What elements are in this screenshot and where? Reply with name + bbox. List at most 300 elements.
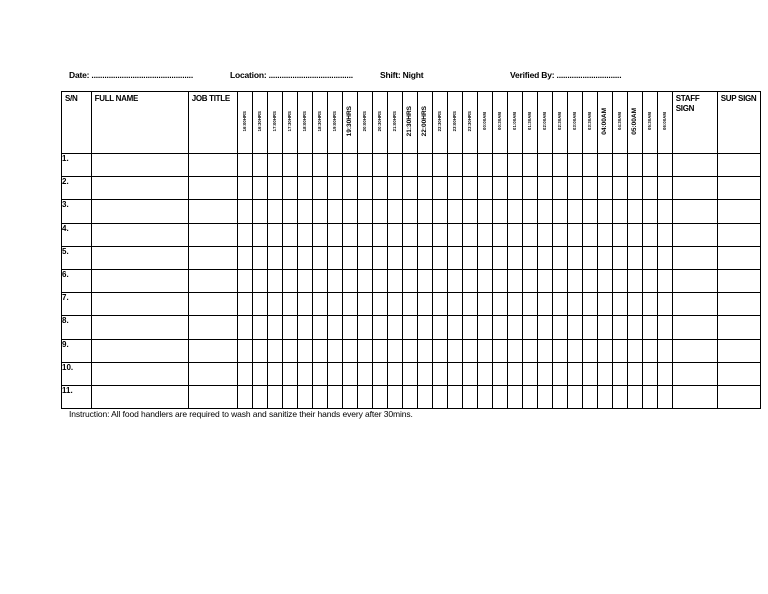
time-slot-cell[interactable]	[387, 339, 402, 362]
time-slot-cell[interactable]	[237, 246, 252, 269]
time-slot-cell[interactable]	[462, 293, 477, 316]
time-slot-cell[interactable]	[477, 385, 492, 408]
time-slot-cell[interactable]	[537, 200, 552, 223]
time-slot-cell[interactable]	[357, 154, 372, 177]
time-slot-cell[interactable]	[657, 154, 672, 177]
time-slot-cell[interactable]	[657, 269, 672, 292]
time-slot-cell[interactable]	[657, 293, 672, 316]
full-name-cell[interactable]	[91, 385, 188, 408]
time-slot-cell[interactable]	[237, 269, 252, 292]
sup-sign-cell[interactable]	[717, 269, 760, 292]
time-slot-cell[interactable]	[447, 293, 462, 316]
time-slot-cell[interactable]	[252, 177, 267, 200]
time-slot-cell[interactable]	[237, 293, 252, 316]
time-slot-cell[interactable]	[537, 339, 552, 362]
time-slot-cell[interactable]	[627, 293, 642, 316]
time-slot-cell[interactable]	[327, 200, 342, 223]
sup-sign-cell[interactable]	[717, 154, 760, 177]
time-slot-cell[interactable]	[417, 154, 432, 177]
time-slot-cell[interactable]	[447, 339, 462, 362]
full-name-cell[interactable]	[91, 154, 188, 177]
time-slot-cell[interactable]	[462, 177, 477, 200]
time-slot-cell[interactable]	[612, 154, 627, 177]
time-slot-cell[interactable]	[477, 223, 492, 246]
time-slot-cell[interactable]	[462, 316, 477, 339]
time-slot-cell[interactable]	[537, 385, 552, 408]
staff-sign-cell[interactable]	[672, 293, 717, 316]
time-slot-cell[interactable]	[447, 223, 462, 246]
time-slot-cell[interactable]	[567, 316, 582, 339]
time-slot-cell[interactable]	[432, 200, 447, 223]
time-slot-cell[interactable]	[627, 316, 642, 339]
time-slot-cell[interactable]	[612, 200, 627, 223]
time-slot-cell[interactable]	[282, 316, 297, 339]
time-slot-cell[interactable]	[447, 385, 462, 408]
sup-sign-cell[interactable]	[717, 293, 760, 316]
time-slot-cell[interactable]	[297, 200, 312, 223]
time-slot-cell[interactable]	[297, 362, 312, 385]
time-slot-cell[interactable]	[507, 293, 522, 316]
time-slot-cell[interactable]	[297, 293, 312, 316]
sup-sign-cell[interactable]	[717, 339, 760, 362]
location-field[interactable]: Location: .......................................	[230, 70, 353, 80]
time-slot-cell[interactable]	[402, 154, 417, 177]
time-slot-cell[interactable]	[387, 362, 402, 385]
time-slot-cell[interactable]	[312, 293, 327, 316]
time-slot-cell[interactable]	[552, 385, 567, 408]
time-slot-cell[interactable]	[642, 293, 657, 316]
job-title-cell[interactable]	[188, 293, 237, 316]
time-slot-cell[interactable]	[447, 362, 462, 385]
time-slot-cell[interactable]	[252, 269, 267, 292]
time-slot-cell[interactable]	[537, 246, 552, 269]
full-name-cell[interactable]	[91, 177, 188, 200]
time-slot-cell[interactable]	[387, 385, 402, 408]
time-slot-cell[interactable]	[537, 362, 552, 385]
time-slot-cell[interactable]	[402, 293, 417, 316]
time-slot-cell[interactable]	[267, 269, 282, 292]
full-name-cell[interactable]	[91, 339, 188, 362]
time-slot-cell[interactable]	[312, 269, 327, 292]
time-slot-cell[interactable]	[312, 223, 327, 246]
time-slot-cell[interactable]	[597, 316, 612, 339]
job-title-cell[interactable]	[188, 200, 237, 223]
time-slot-cell[interactable]	[342, 293, 357, 316]
time-slot-cell[interactable]	[252, 246, 267, 269]
time-slot-cell[interactable]	[357, 200, 372, 223]
time-slot-cell[interactable]	[312, 362, 327, 385]
time-slot-cell[interactable]	[282, 246, 297, 269]
time-slot-cell[interactable]	[402, 200, 417, 223]
time-slot-cell[interactable]	[282, 177, 297, 200]
time-slot-cell[interactable]	[657, 362, 672, 385]
time-slot-cell[interactable]	[522, 246, 537, 269]
time-slot-cell[interactable]	[552, 154, 567, 177]
time-slot-cell[interactable]	[552, 362, 567, 385]
sup-sign-cell[interactable]	[717, 362, 760, 385]
time-slot-cell[interactable]	[327, 269, 342, 292]
time-slot-cell[interactable]	[342, 200, 357, 223]
time-slot-cell[interactable]	[567, 177, 582, 200]
time-slot-cell[interactable]	[237, 177, 252, 200]
time-slot-cell[interactable]	[417, 316, 432, 339]
time-slot-cell[interactable]	[477, 154, 492, 177]
time-slot-cell[interactable]	[372, 293, 387, 316]
time-slot-cell[interactable]	[567, 154, 582, 177]
time-slot-cell[interactable]	[237, 362, 252, 385]
time-slot-cell[interactable]	[582, 223, 597, 246]
time-slot-cell[interactable]	[642, 200, 657, 223]
time-slot-cell[interactable]	[477, 246, 492, 269]
time-slot-cell[interactable]	[417, 269, 432, 292]
time-slot-cell[interactable]	[567, 293, 582, 316]
time-slot-cell[interactable]	[237, 385, 252, 408]
job-title-cell[interactable]	[188, 339, 237, 362]
time-slot-cell[interactable]	[642, 177, 657, 200]
time-slot-cell[interactable]	[642, 269, 657, 292]
time-slot-cell[interactable]	[567, 223, 582, 246]
time-slot-cell[interactable]	[432, 269, 447, 292]
time-slot-cell[interactable]	[627, 223, 642, 246]
time-slot-cell[interactable]	[267, 362, 282, 385]
time-slot-cell[interactable]	[642, 316, 657, 339]
sup-sign-cell[interactable]	[717, 200, 760, 223]
time-slot-cell[interactable]	[567, 385, 582, 408]
time-slot-cell[interactable]	[357, 362, 372, 385]
time-slot-cell[interactable]	[597, 223, 612, 246]
time-slot-cell[interactable]	[327, 362, 342, 385]
time-slot-cell[interactable]	[552, 269, 567, 292]
time-slot-cell[interactable]	[342, 316, 357, 339]
time-slot-cell[interactable]	[642, 223, 657, 246]
full-name-cell[interactable]	[91, 362, 188, 385]
time-slot-cell[interactable]	[477, 293, 492, 316]
staff-sign-cell[interactable]	[672, 362, 717, 385]
time-slot-cell[interactable]	[372, 177, 387, 200]
time-slot-cell[interactable]	[522, 177, 537, 200]
time-slot-cell[interactable]	[312, 246, 327, 269]
time-slot-cell[interactable]	[597, 385, 612, 408]
time-slot-cell[interactable]	[612, 269, 627, 292]
time-slot-cell[interactable]	[237, 154, 252, 177]
time-slot-cell[interactable]	[522, 362, 537, 385]
time-slot-cell[interactable]	[522, 200, 537, 223]
time-slot-cell[interactable]	[282, 385, 297, 408]
job-title-cell[interactable]	[188, 154, 237, 177]
time-slot-cell[interactable]	[582, 177, 597, 200]
time-slot-cell[interactable]	[342, 362, 357, 385]
time-slot-cell[interactable]	[552, 293, 567, 316]
time-slot-cell[interactable]	[492, 316, 507, 339]
time-slot-cell[interactable]	[582, 385, 597, 408]
time-slot-cell[interactable]	[492, 246, 507, 269]
time-slot-cell[interactable]	[537, 154, 552, 177]
time-slot-cell[interactable]	[357, 385, 372, 408]
time-slot-cell[interactable]	[462, 269, 477, 292]
staff-sign-cell[interactable]	[672, 200, 717, 223]
time-slot-cell[interactable]	[252, 316, 267, 339]
time-slot-cell[interactable]	[477, 362, 492, 385]
time-slot-cell[interactable]	[417, 362, 432, 385]
time-slot-cell[interactable]	[387, 269, 402, 292]
time-slot-cell[interactable]	[372, 200, 387, 223]
time-slot-cell[interactable]	[552, 200, 567, 223]
time-slot-cell[interactable]	[582, 293, 597, 316]
time-slot-cell[interactable]	[387, 177, 402, 200]
time-slot-cell[interactable]	[267, 200, 282, 223]
time-slot-cell[interactable]	[417, 200, 432, 223]
time-slot-cell[interactable]	[567, 246, 582, 269]
staff-sign-cell[interactable]	[672, 246, 717, 269]
time-slot-cell[interactable]	[597, 293, 612, 316]
time-slot-cell[interactable]	[507, 200, 522, 223]
staff-sign-cell[interactable]	[672, 339, 717, 362]
time-slot-cell[interactable]	[522, 316, 537, 339]
time-slot-cell[interactable]	[252, 293, 267, 316]
time-slot-cell[interactable]	[252, 200, 267, 223]
full-name-cell[interactable]	[91, 200, 188, 223]
job-title-cell[interactable]	[188, 246, 237, 269]
time-slot-cell[interactable]	[432, 385, 447, 408]
sup-sign-cell[interactable]	[717, 177, 760, 200]
time-slot-cell[interactable]	[522, 339, 537, 362]
date-field[interactable]: Date: ...............................................	[69, 70, 194, 80]
time-slot-cell[interactable]	[342, 269, 357, 292]
time-slot-cell[interactable]	[372, 316, 387, 339]
time-slot-cell[interactable]	[267, 177, 282, 200]
time-slot-cell[interactable]	[492, 385, 507, 408]
time-slot-cell[interactable]	[342, 339, 357, 362]
time-slot-cell[interactable]	[612, 177, 627, 200]
time-slot-cell[interactable]	[327, 154, 342, 177]
time-slot-cell[interactable]	[492, 362, 507, 385]
time-slot-cell[interactable]	[447, 316, 462, 339]
time-slot-cell[interactable]	[582, 362, 597, 385]
time-slot-cell[interactable]	[417, 385, 432, 408]
time-slot-cell[interactable]	[627, 269, 642, 292]
time-slot-cell[interactable]	[627, 200, 642, 223]
time-slot-cell[interactable]	[447, 246, 462, 269]
time-slot-cell[interactable]	[252, 339, 267, 362]
time-slot-cell[interactable]	[357, 246, 372, 269]
time-slot-cell[interactable]	[597, 339, 612, 362]
time-slot-cell[interactable]	[642, 385, 657, 408]
time-slot-cell[interactable]	[507, 154, 522, 177]
time-slot-cell[interactable]	[522, 269, 537, 292]
staff-sign-cell[interactable]	[672, 223, 717, 246]
time-slot-cell[interactable]	[597, 269, 612, 292]
time-slot-cell[interactable]	[657, 339, 672, 362]
time-slot-cell[interactable]	[282, 269, 297, 292]
time-slot-cell[interactable]	[657, 316, 672, 339]
time-slot-cell[interactable]	[552, 177, 567, 200]
time-slot-cell[interactable]	[267, 223, 282, 246]
time-slot-cell[interactable]	[642, 154, 657, 177]
time-slot-cell[interactable]	[402, 269, 417, 292]
time-slot-cell[interactable]	[297, 177, 312, 200]
time-slot-cell[interactable]	[402, 316, 417, 339]
full-name-cell[interactable]	[91, 246, 188, 269]
time-slot-cell[interactable]	[597, 246, 612, 269]
staff-sign-cell[interactable]	[672, 177, 717, 200]
staff-sign-cell[interactable]	[672, 269, 717, 292]
time-slot-cell[interactable]	[357, 316, 372, 339]
time-slot-cell[interactable]	[267, 154, 282, 177]
time-slot-cell[interactable]	[402, 177, 417, 200]
time-slot-cell[interactable]	[327, 293, 342, 316]
time-slot-cell[interactable]	[657, 385, 672, 408]
time-slot-cell[interactable]	[462, 362, 477, 385]
time-slot-cell[interactable]	[582, 246, 597, 269]
time-slot-cell[interactable]	[492, 177, 507, 200]
time-slot-cell[interactable]	[312, 200, 327, 223]
time-slot-cell[interactable]	[312, 385, 327, 408]
full-name-cell[interactable]	[91, 269, 188, 292]
time-slot-cell[interactable]	[432, 293, 447, 316]
time-slot-cell[interactable]	[237, 200, 252, 223]
time-slot-cell[interactable]	[627, 385, 642, 408]
time-slot-cell[interactable]	[612, 362, 627, 385]
time-slot-cell[interactable]	[552, 223, 567, 246]
time-slot-cell[interactable]	[537, 293, 552, 316]
time-slot-cell[interactable]	[612, 223, 627, 246]
time-slot-cell[interactable]	[432, 223, 447, 246]
time-slot-cell[interactable]	[252, 385, 267, 408]
time-slot-cell[interactable]	[297, 385, 312, 408]
time-slot-cell[interactable]	[402, 385, 417, 408]
verified-by-field[interactable]: Verified By: ..............................	[510, 70, 622, 80]
time-slot-cell[interactable]	[432, 154, 447, 177]
time-slot-cell[interactable]	[267, 339, 282, 362]
time-slot-cell[interactable]	[372, 223, 387, 246]
time-slot-cell[interactable]	[447, 200, 462, 223]
time-slot-cell[interactable]	[237, 223, 252, 246]
time-slot-cell[interactable]	[432, 316, 447, 339]
time-slot-cell[interactable]	[312, 177, 327, 200]
time-slot-cell[interactable]	[567, 200, 582, 223]
time-slot-cell[interactable]	[297, 223, 312, 246]
time-slot-cell[interactable]	[432, 339, 447, 362]
time-slot-cell[interactable]	[657, 200, 672, 223]
job-title-cell[interactable]	[188, 316, 237, 339]
time-slot-cell[interactable]	[402, 246, 417, 269]
time-slot-cell[interactable]	[372, 154, 387, 177]
time-slot-cell[interactable]	[522, 154, 537, 177]
time-slot-cell[interactable]	[462, 385, 477, 408]
time-slot-cell[interactable]	[282, 339, 297, 362]
time-slot-cell[interactable]	[612, 339, 627, 362]
staff-sign-cell[interactable]	[672, 385, 717, 408]
time-slot-cell[interactable]	[282, 362, 297, 385]
time-slot-cell[interactable]	[567, 362, 582, 385]
time-slot-cell[interactable]	[612, 293, 627, 316]
time-slot-cell[interactable]	[342, 223, 357, 246]
time-slot-cell[interactable]	[582, 154, 597, 177]
time-slot-cell[interactable]	[387, 154, 402, 177]
time-slot-cell[interactable]	[267, 385, 282, 408]
time-slot-cell[interactable]	[537, 223, 552, 246]
time-slot-cell[interactable]	[507, 362, 522, 385]
time-slot-cell[interactable]	[252, 362, 267, 385]
time-slot-cell[interactable]	[342, 154, 357, 177]
time-slot-cell[interactable]	[507, 177, 522, 200]
time-slot-cell[interactable]	[492, 200, 507, 223]
sup-sign-cell[interactable]	[717, 385, 760, 408]
time-slot-cell[interactable]	[612, 246, 627, 269]
time-slot-cell[interactable]	[267, 316, 282, 339]
time-slot-cell[interactable]	[432, 177, 447, 200]
time-slot-cell[interactable]	[417, 177, 432, 200]
time-slot-cell[interactable]	[372, 362, 387, 385]
time-slot-cell[interactable]	[477, 339, 492, 362]
time-slot-cell[interactable]	[327, 177, 342, 200]
time-slot-cell[interactable]	[387, 316, 402, 339]
time-slot-cell[interactable]	[492, 269, 507, 292]
time-slot-cell[interactable]	[552, 339, 567, 362]
time-slot-cell[interactable]	[312, 339, 327, 362]
time-slot-cell[interactable]	[642, 246, 657, 269]
time-slot-cell[interactable]	[477, 200, 492, 223]
time-slot-cell[interactable]	[612, 316, 627, 339]
time-slot-cell[interactable]	[612, 385, 627, 408]
time-slot-cell[interactable]	[597, 154, 612, 177]
time-slot-cell[interactable]	[597, 200, 612, 223]
time-slot-cell[interactable]	[432, 246, 447, 269]
time-slot-cell[interactable]	[327, 385, 342, 408]
time-slot-cell[interactable]	[477, 177, 492, 200]
time-slot-cell[interactable]	[522, 293, 537, 316]
time-slot-cell[interactable]	[507, 339, 522, 362]
time-slot-cell[interactable]	[402, 339, 417, 362]
time-slot-cell[interactable]	[597, 177, 612, 200]
time-slot-cell[interactable]	[417, 223, 432, 246]
staff-sign-cell[interactable]	[672, 154, 717, 177]
job-title-cell[interactable]	[188, 362, 237, 385]
time-slot-cell[interactable]	[372, 246, 387, 269]
time-slot-cell[interactable]	[627, 154, 642, 177]
job-title-cell[interactable]	[188, 385, 237, 408]
time-slot-cell[interactable]	[417, 293, 432, 316]
time-slot-cell[interactable]	[642, 362, 657, 385]
time-slot-cell[interactable]	[567, 339, 582, 362]
time-slot-cell[interactable]	[492, 154, 507, 177]
job-title-cell[interactable]	[188, 223, 237, 246]
time-slot-cell[interactable]	[357, 269, 372, 292]
time-slot-cell[interactable]	[237, 339, 252, 362]
time-slot-cell[interactable]	[252, 223, 267, 246]
time-slot-cell[interactable]	[582, 269, 597, 292]
time-slot-cell[interactable]	[327, 339, 342, 362]
time-slot-cell[interactable]	[522, 385, 537, 408]
job-title-cell[interactable]	[188, 269, 237, 292]
time-slot-cell[interactable]	[567, 269, 582, 292]
time-slot-cell[interactable]	[327, 316, 342, 339]
time-slot-cell[interactable]	[462, 200, 477, 223]
time-slot-cell[interactable]	[492, 223, 507, 246]
time-slot-cell[interactable]	[447, 154, 462, 177]
time-slot-cell[interactable]	[357, 223, 372, 246]
time-slot-cell[interactable]	[432, 362, 447, 385]
time-slot-cell[interactable]	[417, 339, 432, 362]
time-slot-cell[interactable]	[492, 339, 507, 362]
time-slot-cell[interactable]	[657, 223, 672, 246]
time-slot-cell[interactable]	[627, 246, 642, 269]
time-slot-cell[interactable]	[372, 339, 387, 362]
time-slot-cell[interactable]	[642, 339, 657, 362]
time-slot-cell[interactable]	[372, 385, 387, 408]
time-slot-cell[interactable]	[387, 223, 402, 246]
time-slot-cell[interactable]	[237, 316, 252, 339]
